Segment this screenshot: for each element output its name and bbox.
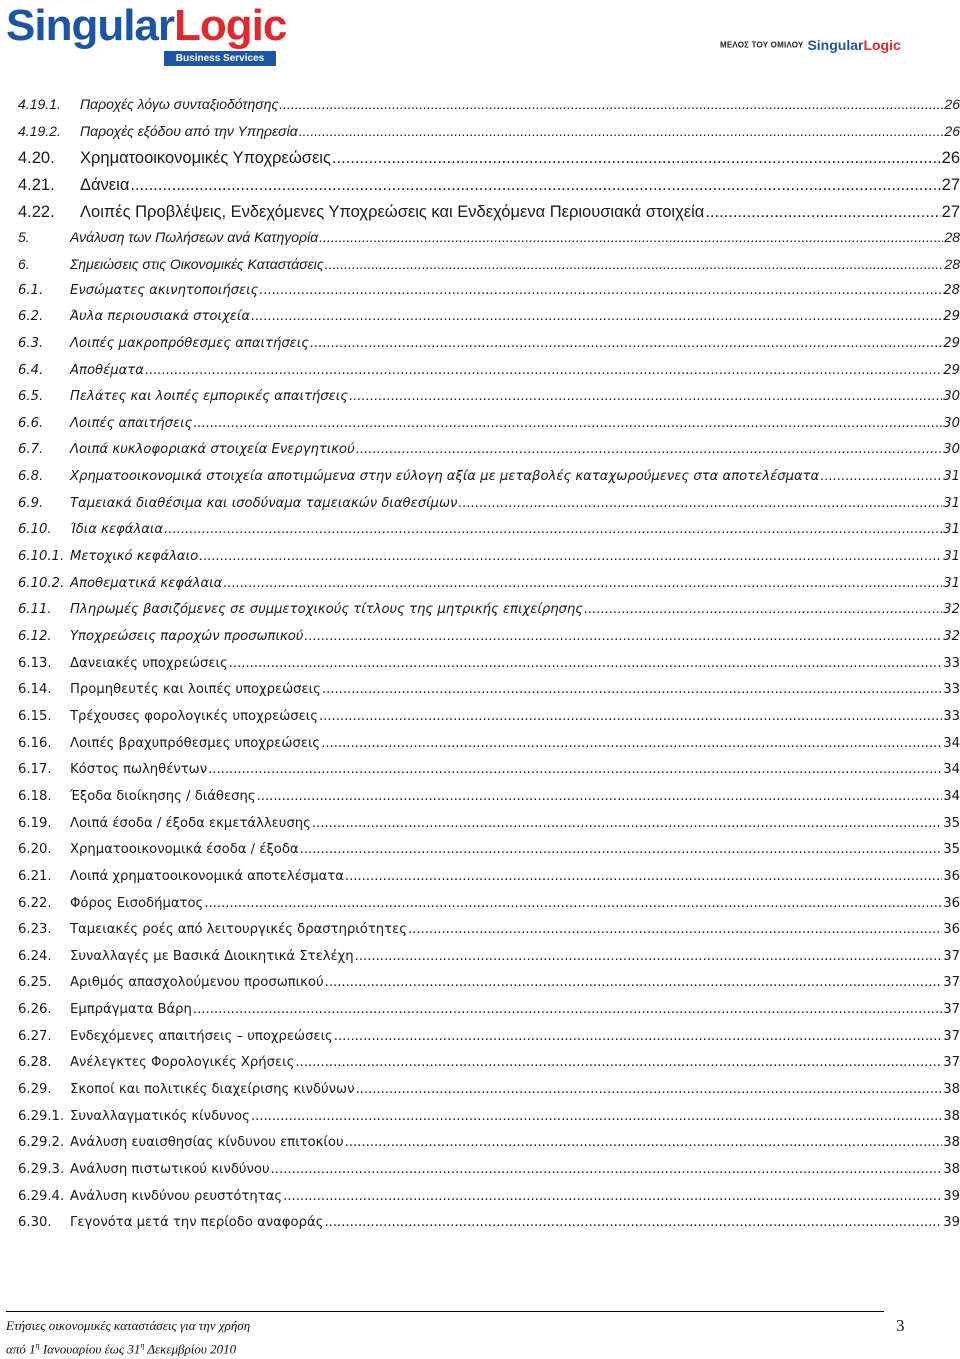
toc-entry-title: Ανάλυση κινδύνου ρευστότητας [70,1188,283,1204]
toc-entry-page: 28 [943,282,960,298]
page-number: 3 [896,1316,905,1335]
toc-entry-title: Χρηματοοικονομικές Υποχρεώσεις [80,149,331,168]
toc-entry-number: 6.2. [18,309,44,325]
toc-dot-leader [145,363,942,378]
toc-entry-number: 6.1. [18,282,44,298]
toc-entry-title: Κόστος πωληθέντων [70,762,208,778]
toc-entry[interactable] [18,1215,960,1230]
toc-entry-number: 6.17. [18,762,52,778]
toc-entry-title: Λοιπά έσοδα / έξοδα εκμετάλλευσης [70,815,311,831]
toc-entry-page: 36 [943,922,960,938]
footer-text [6,1316,250,1359]
toc-entry-title: Αριθμός απασχολούμενου προσωπικού [70,975,324,991]
toc-entry-page: 30 [943,389,960,405]
toc-entry[interactable] [18,1109,960,1124]
toc-entry-page: 36 [943,868,960,884]
toc-dot-leader [130,176,940,195]
toc-entry-page: 36 [943,895,960,911]
toc-entry-number: 6.18. [18,788,52,804]
toc-dot-leader [332,149,941,168]
toc-entry-page: 32 [943,629,960,644]
toc-entry-page: 39 [943,1215,960,1231]
toc-entry-page: 33 [943,708,960,724]
toc-dot-leader [229,656,943,671]
toc-entry-number: 6.21. [18,868,52,884]
toc-entry-page: 27 [941,175,960,194]
toc-entry-page: 37 [943,948,960,964]
toc-entry-number: 6.10. [18,522,52,538]
toc-entry[interactable] [18,496,960,511]
toc-entry-title: Δανειακές υποχρεώσεις [70,655,228,671]
toc-entry-number: 6.20. [18,842,52,858]
toc-entry-title: Λοιπές μακροπρόθεσμες απαιτήσεις [70,335,310,351]
toc-entry-number: 6.11. [18,602,52,618]
toc-entry-title: Σημειώσεις στις Οικονομικές Καταστάσεις [70,255,324,272]
toc-entry-title: Συναλλαγές με Βασικά Διοικητικά Στελέχη [70,948,354,964]
toc-entry-page: 31 [943,495,960,511]
toc-dot-leader [251,309,942,324]
toc-entry[interactable] [18,975,960,990]
toc-entry-title: Χρηματοοικονομικά έσοδα / έξοδα [70,842,299,858]
toc-entry-number: 6.3. [18,335,44,351]
toc-entry-page: 26 [944,96,960,112]
toc-entry[interactable] [18,1189,960,1204]
toc-entry-number: 6.10.2. [18,575,65,591]
toc-dot-leader [355,1082,942,1097]
footer-date-from: από 1 [6,1341,36,1357]
toc-entry-title: Ενδεχόμενες απαιτήσεις – υποχρεώσεις [70,1028,333,1044]
toc-entry-page: 31 [943,549,960,565]
toc-dot-leader [324,1215,942,1230]
toc-entry-title: Υποχρεώσεις παροχών προσωπικού [70,629,304,644]
footer-divider [6,1311,884,1312]
logo-wordmark [6,1,287,50]
toc-dot-leader [204,896,942,911]
toc-entry-number: 6.13. [18,655,52,671]
toc-entry-page: 34 [943,735,960,751]
toc-entry-page: 38 [943,1162,960,1177]
toc-entry[interactable] [18,149,960,168]
toc-entry-number: 4.21. [18,175,55,194]
member-of-group-text: ΜΕΛΟΣ ΤΟΥ ΟΜΙΛΟΥ [720,40,804,50]
toc-dot-leader [325,256,944,272]
toc-entry[interactable] [18,602,960,617]
toc-entry[interactable] [18,1029,960,1044]
toc-entry-page: 28 [944,229,960,246]
toc-entry-title: Παροχές λόγω συνταξιοδότησης [80,96,279,112]
toc-entry-page: 33 [943,682,960,698]
toc-dot-leader [325,975,943,990]
toc-dot-leader [345,869,942,884]
toc-entry[interactable] [18,123,960,139]
toc-entry-number: 5. [18,229,30,246]
toc-entry-title: Ταμειακά διαθέσιμα και ισοδύναμα ταμειακών διαθεσίμων [70,495,458,511]
toc-entry-number: 4.20. [18,149,55,168]
toc-entry-title: Ανέλεγκτες Φορολογικές Χρήσεις [70,1055,295,1071]
toc-entry[interactable] [18,549,960,564]
toc-entry-number: 6.12. [18,629,52,644]
toc-entry-number: 6.19. [18,815,52,831]
toc-entry-number: 6.7. [18,442,44,458]
toc-dot-leader [251,1109,942,1124]
toc-entry-title: Λοιπές βραχυπρόθεσμες υποχρεώσεις [70,735,321,751]
toc-entry[interactable] [18,1135,960,1150]
toc-dot-leader [193,416,942,431]
toc-entry-number: 6.22. [18,895,52,911]
toc-dot-leader [208,762,942,777]
toc-entry-page: 38 [943,1108,960,1124]
toc-entry-title: Γεγονότα μετά την περίοδο αναφοράς [70,1215,324,1231]
toc-entry[interactable] [18,363,960,378]
toc-dot-leader [279,96,943,112]
toc-entry-number: 4.19.2. [18,122,61,139]
toc-dot-leader [345,1135,943,1150]
toc-entry-page: 26 [941,149,960,168]
toc-dot-leader [584,602,942,617]
toc-entry-number: 6.23. [18,922,52,938]
toc-dot-leader [259,283,942,298]
toc-entry[interactable] [18,229,960,245]
toc-entry-title: Άυλα περιουσιακά στοιχεία [70,309,251,325]
toc-entry-number: 6.24. [18,948,52,964]
toc-entry-title: Χρηματοοικονομικά στοιχεία αποτιμώμενα στην εύλογη αξία με μεταβολές καταχωρούμενες στα αποτελέσματα [70,469,820,485]
toc-entry-page: 30 [943,415,960,431]
toc-entry-title: Πληρωμές βασιζόμενες σε συμμετοχικούς τίτλους της μητρικής επιχείρησης [70,602,584,618]
toc-entry-page: 29 [943,335,960,351]
toc-entry-title: Λοιπές Προβλέψεις, Ενδεχόμενες Υποχρεώσεις και Ενδεχόμενα Περιουσιακά στοιχεία [80,202,705,221]
toc-entry-number: 6.15. [18,708,52,724]
toc-entry-title: Προμηθευτές και λοιπές υποχρεώσεις [70,682,321,698]
toc-dot-leader [304,629,942,644]
toc-dot-leader [295,1055,942,1070]
toc-entry[interactable] [18,762,960,777]
toc-entry[interactable] [18,309,960,324]
toc-entry-title: Ταμειακές ροές από λειτουργικές δραστηριότητες [70,922,407,938]
toc-entry-number: 6.29.1. [18,1108,65,1124]
toc-entry[interactable] [18,656,960,671]
toc-entry[interactable] [18,469,960,484]
toc-entry-title: Μετοχικό κεφάλαιο [70,549,199,565]
toc-entry-title: Σκοποί και πολιτικές διαχείρισης κινδύνων [70,1082,355,1098]
logo-tagline: Business Services [164,51,276,66]
toc-entry[interactable] [18,416,960,431]
toc-dot-leader [321,736,942,751]
toc-entry[interactable] [18,789,960,804]
toc-dot-leader [408,922,942,937]
toc-entry[interactable] [18,336,960,351]
toc-entry-title: Ενσώματες ακινητοποιήσεις [70,282,259,298]
toc-entry-number: 6.26. [18,1002,52,1018]
toc-entry-number: 6. [18,255,30,272]
toc-entry[interactable] [18,522,960,537]
footer-sup-2: η [140,1341,145,1350]
toc-entry[interactable] [18,629,960,644]
toc-entry-page: 31 [943,575,960,591]
toc-dot-leader [319,709,942,724]
toc-entry-title: Πελάτες και λοιπές εμπορικές απαιτήσεις [70,389,348,405]
toc-entry[interactable] [18,869,960,884]
toc-dot-leader [257,789,943,804]
toc-entry-title: Ανάλυση των Πωλήσεων ανά Κατηγορία [70,229,319,246]
toc-entry-number: 6.29. [18,1082,52,1098]
toc-entry-page: 31 [943,469,960,485]
toc-entry-page: 31 [943,522,960,538]
toc-entry-number: 6.14. [18,682,52,698]
toc-dot-leader [705,203,940,222]
toc-entry-title: Εμπράγματα Βάρη [70,1002,192,1018]
toc-entry[interactable] [18,576,960,591]
toc-entry[interactable] [18,922,960,937]
toc-entry-page: 34 [943,762,960,778]
toc-entry-title: Λοιπά κυκλοφοριακά στοιχεία Ενεργητικού [70,442,355,458]
toc-entry-page: 32 [943,602,960,618]
toc-entry-title: Ανάλυση πιστωτικού κινδύνου [70,1162,270,1177]
toc-entry-number: 6.29.2. [18,1135,65,1151]
toc-entry[interactable] [18,1162,960,1177]
toc-entry-page: 29 [943,309,960,325]
toc-dot-leader [356,442,943,457]
toc-entry-title: Συναλλαγματικός κίνδυνος [70,1108,250,1124]
footer-date-to: Δεκεμβρίου 2010 [144,1341,237,1357]
footer-date-mid: Ιανουαρίου έως 31 [39,1341,141,1357]
toc-dot-leader [300,842,943,857]
toc-entry-title: Αποθέματα [70,362,144,378]
toc-entry-title: Λοιπές απαιτήσεις [70,415,193,431]
toc-entry[interactable] [18,949,960,964]
toc-entry-title: Ανάλυση ευαισθησίας κίνδυνου επιτοκίου [70,1135,344,1151]
logo-word-singular: Singular [6,1,175,50]
toc-dot-leader [193,1002,942,1017]
toc-entry[interactable] [18,283,960,298]
toc-entry-title: Λοιπά χρηματοοικονομικά αποτελέσματα [70,868,344,884]
toc-entry-page: 27 [941,202,960,221]
footer-line-1: Ετήσιες οικονομικές καταστάσεις για την χρήση [6,1318,251,1333]
toc-entry-title: Φόρος Εισοδήματος [70,895,204,911]
toc-entry-number: 6.10.1. [18,549,65,565]
toc-entry-page: 35 [943,815,960,831]
toc-entry[interactable] [18,1082,960,1097]
toc-entry-page: 28 [944,255,960,272]
member-logo-word-singular: Singular [807,36,864,53]
toc-entry-page: 37 [943,975,960,991]
toc-entry-page: 29 [943,362,960,378]
member-logo-word-logic: Logic [863,36,901,53]
toc-entry-number: 6.4. [18,362,44,378]
toc-dot-leader [322,682,942,697]
toc-dot-leader [299,123,944,139]
toc-entry-number: 6.30. [18,1215,52,1231]
toc-entry-number: 6.29.3. [18,1162,65,1177]
toc-dot-leader [312,816,942,831]
toc-entry-page: 37 [943,1002,960,1018]
logo-word-logic: Logic [174,1,287,50]
toc-entry[interactable] [18,682,960,697]
toc-dot-leader [283,1189,942,1204]
toc-dot-leader [349,389,942,404]
toc-entry-number: 4.22. [18,202,55,221]
toc-entry[interactable] [18,896,960,911]
toc-entry-number: 6.5. [18,389,44,405]
toc-entry-page: 39 [943,1188,960,1204]
toc-entry-page: 38 [943,1082,960,1098]
toc-entry-number: 6.28. [18,1055,52,1071]
toc-entry-page: 34 [943,788,960,804]
toc-dot-leader [319,229,943,245]
toc-dot-leader [355,949,943,964]
toc-entry[interactable] [18,709,960,724]
toc-entry[interactable] [18,176,960,195]
toc-entry[interactable] [18,842,960,857]
toc-entry[interactable] [18,256,960,272]
toc-dot-leader [271,1162,943,1177]
toc-entry[interactable] [18,96,960,112]
toc-entry[interactable] [18,816,960,831]
toc-entry-number: 4.19.1. [18,96,61,112]
toc-entry-page: 38 [943,1135,960,1151]
toc-entry-page: 35 [943,842,960,858]
toc-entry-number: 6.8. [18,469,44,485]
toc-entry-page: 37 [943,1028,960,1044]
toc-entry[interactable] [18,442,960,457]
toc-entry-page: 33 [943,655,960,671]
toc-entry-number: 6.9. [18,495,44,511]
group-member-logo [720,36,901,52]
toc-dot-leader [310,336,942,351]
toc-entry-title: Παροχές εξόδου από την Υπηρεσία [80,122,298,139]
toc-dot-leader [164,522,942,537]
toc-dot-leader [820,469,942,484]
toc-entry-title: Ίδια κεφάλαια [70,522,164,538]
singularlogic-logo [6,1,287,66]
toc-entry-title: Δάνεια [80,175,130,194]
toc-entry[interactable] [18,1002,960,1017]
footer-sup-1: η [35,1341,40,1350]
toc-entry-page: 26 [944,122,960,139]
toc-entry-number: 6.29.4. [18,1188,65,1204]
toc-entry-page: 30 [943,442,960,458]
toc-entry-page: 37 [943,1055,960,1071]
toc-entry-title: Αποθεματικά κεφάλαια [70,575,223,591]
toc-entry[interactable] [18,389,960,404]
toc-entry-title: Έξοδα διοίκησης / διάθεσης [70,788,256,804]
toc-entry-number: 6.27. [18,1028,52,1044]
toc-entry-title: Τρέχουσες φορολογικές υποχρεώσεις [70,708,318,724]
toc-entry-number: 6.25. [18,975,52,991]
toc-entry[interactable] [18,203,960,222]
toc-dot-leader [334,1029,942,1044]
toc-entry-number: 6.16. [18,735,52,751]
toc-dot-leader [458,496,942,511]
toc-entry-number: 6.6. [18,415,44,431]
toc-entry[interactable] [18,1055,960,1070]
toc-dot-leader [223,576,942,591]
toc-entry[interactable] [18,736,960,751]
toc-dot-leader [199,549,942,564]
